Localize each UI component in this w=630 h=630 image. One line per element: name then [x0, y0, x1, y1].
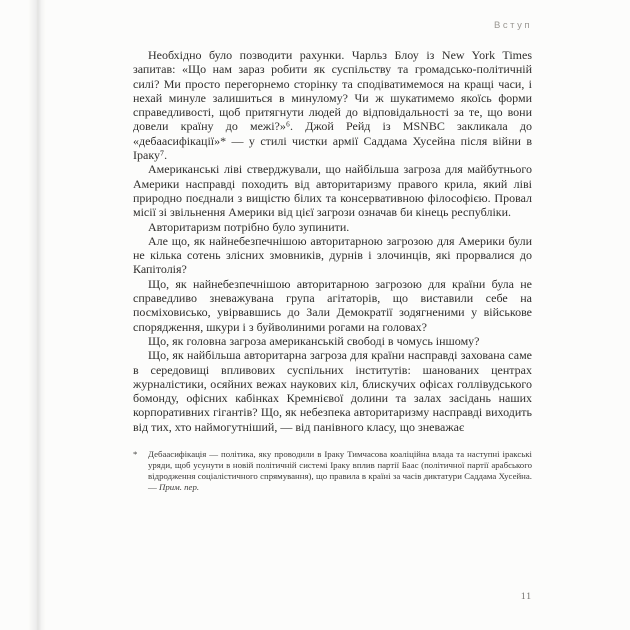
footnote-attribution: Прим. пер. — [159, 481, 200, 492]
paragraph: Необхідно було позводити рахунки. Чарльз Блоу із New York Times запитав: «Що нам зараз робити як суспільству та громадсько-політичній силі? Ми просто перегорнемо сторінку та сподіватимемося на кращі часи, і нехай минуле залишиться в минулому? Чи ж шукатимемо якоїсь форми справедливості, щоб притягнути людей до відповідальності за те, що вони довели країну до межі?»⁶. Джой Рейд із MSNBC закликала до «дебаасифікації»* — у стилі чистки армії Саддама Хусейна після війни в Іраку⁷. — [133, 48, 532, 163]
page-edge-shadow — [28, 0, 46, 630]
page-number: 11 — [520, 592, 532, 602]
body-text — [133, 48, 532, 434]
paragraph: Що, як головна загроза американській свободі в чомусь іншому? — [148, 333, 480, 348]
paragraph: Що, як найбільша авторитарна загроза для країни насправді захована саме в середовищі впливових суспільних інститутів: шанованих центрах журналістики, осяйних вежах наукових кіл, блискучих офісах голлівудського бомонду, офісних кабінках Кремнієвої долини та залах засідань наших корпоративних гігантів? Що, як небезпека авторитаризму насправді виходить від тих, хто наймогутніший, — від панівного класу, що зневажає — [133, 348, 532, 434]
running-header: Вступ — [494, 20, 532, 31]
paragraph: Авторитаризм потрібно було зупинити. — [148, 219, 350, 234]
paragraph: Що, як найнебезпечнішою авторитарною загрозою для країни була не справедливо зневажувана група агітаторів, що виставили себе на посміховисько, увірвавшись до Зали Демократії зодягненими у військове спорядження, шкури і з буйволиними рогами на головах? — [133, 276, 532, 334]
footnote-text — [148, 449, 532, 493]
footnote-marker: * — [133, 449, 138, 460]
footnote-text-main: Дебаасифікація — політика, яку проводили в Іраку Тимчасова коаліційна влада та наступні іракські уряди, щоб усунути в новій політичній системі Іраку вплив партії Баас (політичної партії арабського відродження соціалістичного спрямування), що правила в країні за часів диктатури Саддама Хусейна. — — [148, 449, 532, 492]
paragraph: Американські ліві стверджували, що найбільша загроза для майбутнього Америки насправді походить від авторитаризму правого крила, який ліві природно поєднали з вищістю білих та консервативною філософією. Провал місії зі звільнення Америки від цієї загрози означав би кінець республіки. — [133, 162, 532, 220]
footnote — [133, 449, 532, 493]
text-block — [133, 20, 532, 493]
paragraph: Але що, як найнебезпечнішою авторитарною загрозою для Америки були не кілька сотень злісних змовників, дурнів і злочинців, які прорвалися до Капітолія? — [133, 233, 532, 277]
